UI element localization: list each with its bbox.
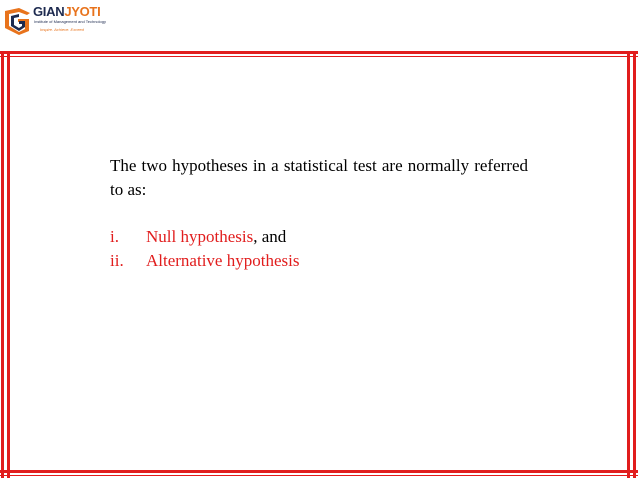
list-item-text [146, 225, 286, 249]
hypothesis-term: Alternative hypothesis [146, 251, 300, 270]
slide-content [110, 154, 528, 273]
list-marker: i. [110, 227, 119, 246]
frame-border-right-inner [627, 51, 630, 478]
frame-border-bottom [0, 470, 638, 473]
frame-border-bottom-inner [0, 475, 638, 476]
intro-paragraph: The two hypotheses in a statistical test are normally referred to as: [110, 156, 528, 199]
list-item-suffix: , and [253, 227, 287, 246]
logo-name: GIANJYOTI [33, 4, 101, 19]
list-item [110, 225, 528, 249]
institute-logo [3, 3, 115, 37]
list-item-text [146, 249, 299, 273]
list-item [110, 249, 528, 273]
list-marker: ii. [110, 251, 124, 270]
frame-border-top-inner [0, 56, 638, 57]
hypothesis-term: Null hypothesis [146, 227, 254, 246]
frame-border-left [1, 51, 4, 478]
frame-border-left-inner [7, 51, 10, 478]
logo-emblem-icon [3, 5, 33, 35]
frame-border-right [633, 51, 636, 478]
logo-tagline: Inspire. Achieve. Exceed [40, 27, 84, 32]
hypothesis-list [110, 225, 528, 273]
frame-border-top [0, 51, 638, 54]
header-bar [0, 0, 638, 40]
logo-subtitle: Institute of Management and Technology [34, 19, 106, 24]
